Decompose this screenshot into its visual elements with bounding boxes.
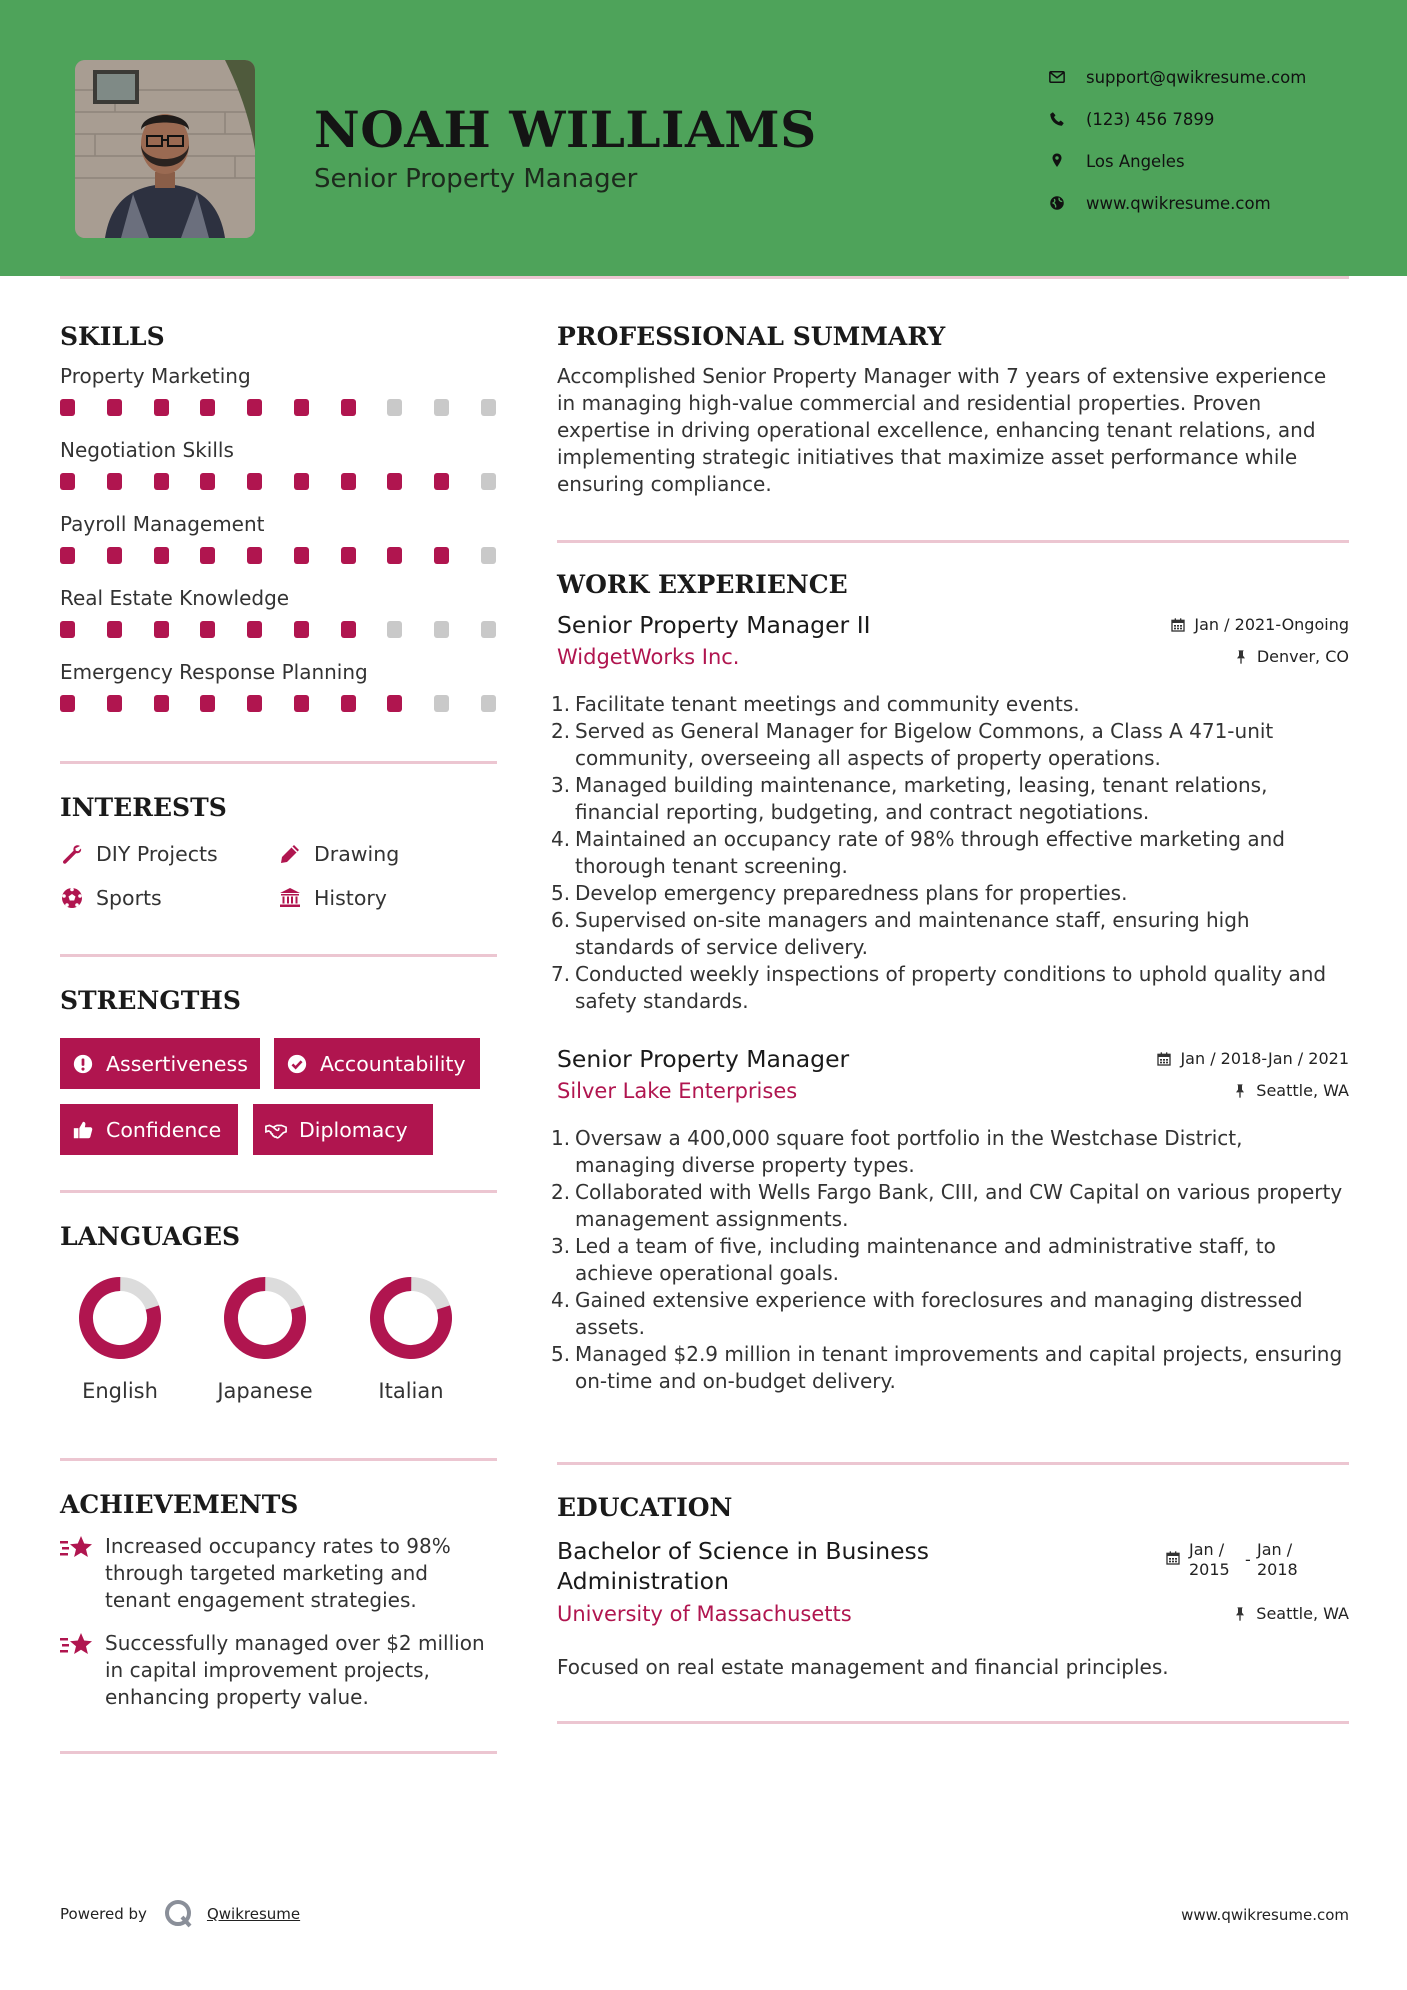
skill-name: Property Marketing <box>60 364 251 388</box>
skills-title: SKILLS <box>60 322 165 351</box>
interest-label: History <box>314 886 387 910</box>
interest-item <box>60 884 278 912</box>
skill-item <box>60 361 497 435</box>
job-header <box>557 1045 1349 1125</box>
candidate-role: Senior Property Manager <box>314 164 638 194</box>
job-bullets <box>551 1125 1349 1395</box>
language-name: Japanese <box>217 1379 313 1403</box>
skill-item <box>60 509 497 583</box>
bullet-text: Served as General Manager for Bigelow Commons, a Class A 471-unit community, overseeing all aspects of property operations. <box>575 719 1274 770</box>
skill-name: Negotiation Skills <box>60 438 234 462</box>
contact-website-text: www.qwikresume.com <box>1086 193 1271 213</box>
job-bullet <box>551 880 1349 907</box>
job-company: Silver Lake Enterprises <box>557 1079 798 1103</box>
exclamation-circle-icon <box>72 1053 94 1075</box>
job-location <box>1232 1081 1349 1100</box>
job-bullet <box>551 826 1349 880</box>
contact-location-text: Los Angeles <box>1086 151 1185 171</box>
strengths-section <box>60 986 497 1158</box>
rating-dot-filled <box>434 473 449 490</box>
interests-section <box>60 793 497 912</box>
rating-dot-filled <box>247 473 262 490</box>
job-entry <box>551 611 1349 1015</box>
skill-item <box>60 583 497 657</box>
bullet-text: Managed $2.9 million in tenant improvements and capital projects, ensuring on-time and on-budget delivery. <box>575 1342 1343 1393</box>
interest-item <box>278 840 478 868</box>
interest-label: Sports <box>96 886 162 910</box>
calendar-icon <box>1170 617 1186 633</box>
left-column <box>60 322 497 731</box>
language-donut-fill <box>222 1275 308 1361</box>
job-company: WidgetWorks Inc. <box>557 645 740 669</box>
contact-email[interactable] <box>1048 56 1306 98</box>
experience-divider <box>557 1462 1349 1465</box>
job-bullet <box>551 1179 1349 1233</box>
job-date <box>1170 615 1349 634</box>
bullet-text: Managed building maintenance, marketing, leasing, tenant relations, financial reporting, budgeting, and contract negotiations. <box>575 773 1268 824</box>
rating-dot-filled <box>341 473 356 490</box>
education-section <box>557 1493 1349 1681</box>
education-location <box>1232 1604 1349 1623</box>
job-location-text: Seattle, WA <box>1256 1081 1349 1100</box>
strengths-divider <box>60 1190 497 1193</box>
bullet-text: Collaborated with Wells Fargo Bank, CIII, and CW Capital on various property management assignments. <box>575 1180 1343 1231</box>
rating-dot-filled <box>294 473 309 490</box>
bullet-number: 6. <box>551 908 571 932</box>
contact-location <box>1048 140 1306 182</box>
strengths-title: STRENGTHS <box>60 986 241 1015</box>
interest-label: Drawing <box>314 842 400 866</box>
job-date-text: Jan / 2021-Ongoing <box>1194 615 1349 634</box>
bullet-text: Gained extensive experience with foreclosures and managing distressed assets. <box>575 1288 1303 1339</box>
qwikresume-logo-icon <box>163 1898 195 1930</box>
job-date-text: Jan / 2018-Jan / 2021 <box>1180 1049 1349 1068</box>
education-dates <box>1165 1540 1313 1580</box>
skill-name: Payroll Management <box>60 512 265 536</box>
language-item <box>205 1275 325 1403</box>
bullet-number: 1. <box>551 1126 571 1150</box>
envelope-icon <box>1048 68 1066 86</box>
strength-badge <box>60 1038 260 1089</box>
rating-dot-filled <box>154 621 169 638</box>
bullet-number: 5. <box>551 1342 571 1366</box>
summary-section <box>557 322 1349 498</box>
achievement-text: Successfully managed over $2 million in capital improvement projects, enhancing property value. <box>105 1631 485 1709</box>
achievements-title: ACHIEVEMENTS <box>60 1490 299 1519</box>
rating-dot-filled <box>294 399 309 416</box>
rating-dot-filled <box>247 399 262 416</box>
languages-title: LANGUAGES <box>60 1222 241 1251</box>
rating-dot-filled <box>154 399 169 416</box>
rating-dot-filled <box>200 695 215 712</box>
skill-name: Emergency Response Planning <box>60 660 368 684</box>
skill-item <box>60 435 497 509</box>
education-start: Jan / 2015 <box>1189 1540 1230 1579</box>
job-header <box>557 611 1349 691</box>
skill-rating <box>60 539 496 583</box>
bullet-number: 3. <box>551 1234 571 1258</box>
rating-dot-filled <box>200 399 215 416</box>
interests-title: INTERESTS <box>60 793 227 822</box>
map-pin-icon <box>1048 152 1066 170</box>
strength-label: Diplomacy <box>299 1117 408 1142</box>
bullet-number: 2. <box>551 1180 571 1204</box>
footer-website[interactable]: www.qwikresume.com <box>1181 1906 1349 1924</box>
interest-label: DIY Projects <box>96 842 218 866</box>
job-bullet <box>551 907 1349 961</box>
job-title: Senior Property Manager II <box>557 611 871 639</box>
experience-section <box>551 570 1349 1395</box>
contact-phone[interactable] <box>1048 98 1306 140</box>
strength-label: Assertiveness <box>106 1051 248 1076</box>
experience-title: WORK EXPERIENCE <box>557 570 848 599</box>
bullet-text: Oversaw a 400,000 square foot portfolio in the Westchase District, managing diverse property types. <box>575 1126 1243 1177</box>
rating-dot-filled <box>60 695 75 712</box>
job-bullet <box>551 772 1349 826</box>
bullet-text: Led a team of five, including maintenance and administrative staff, to achieve operational goals. <box>575 1234 1276 1285</box>
strengths-list <box>60 1038 497 1158</box>
thumbs-up-icon <box>72 1119 94 1141</box>
rating-dot-filled <box>60 621 75 638</box>
rating-dot-filled <box>294 621 309 638</box>
education-end: Jan / 2018 <box>1257 1540 1298 1579</box>
rating-dot-filled <box>387 547 402 564</box>
bullet-number: 4. <box>551 827 571 851</box>
rating-dot-empty <box>434 399 449 416</box>
education-description: Focused on real estate management and financial principles. <box>557 1655 1169 1679</box>
museum-icon <box>278 886 302 910</box>
rating-dot-filled <box>247 695 262 712</box>
education-title: EDUCATION <box>557 1493 733 1522</box>
contact-email-text: support@qwikresume.com <box>1086 67 1307 87</box>
rating-dot-filled <box>107 547 122 564</box>
pencil-icon <box>278 842 302 866</box>
rating-dot-empty <box>481 547 496 564</box>
star-badge-icon <box>60 1535 94 1561</box>
header-divider <box>60 276 1349 279</box>
education-header <box>557 1536 1349 1654</box>
rating-dot-filled <box>434 547 449 564</box>
skills-list <box>60 361 497 731</box>
rating-dot-filled <box>60 547 75 564</box>
education-date-separator: - <box>1245 1550 1251 1569</box>
strength-badge <box>274 1038 480 1089</box>
interest-item <box>278 884 478 912</box>
rating-dot-empty <box>481 399 496 416</box>
handshake-icon <box>265 1119 287 1141</box>
skill-rating <box>60 613 496 657</box>
language-name: English <box>82 1379 158 1403</box>
profile-photo <box>75 60 255 238</box>
job-date <box>1156 1049 1349 1068</box>
rating-dot-filled <box>200 547 215 564</box>
footer-powered-by <box>60 1898 300 1930</box>
strength-badge <box>60 1104 238 1155</box>
rating-dot-filled <box>60 473 75 490</box>
summary-text: Accomplished Senior Property Manager with 7 years of extensive experience in managing high-value commercial and residential properties. Proven expertise in driving operational excellence, enhancing tenant relations, and implementing strategic initiatives that maximize asset performance while ensuring compliance. <box>557 364 1327 496</box>
contact-phone-text: (123) 456 7899 <box>1086 109 1215 129</box>
interests-divider <box>60 954 497 957</box>
job-bullet <box>551 691 1349 718</box>
rating-dot-filled <box>107 621 122 638</box>
bullet-number: 5. <box>551 881 571 905</box>
rating-dot-filled <box>387 695 402 712</box>
wrench-icon <box>60 842 84 866</box>
skill-name: Real Estate Knowledge <box>60 586 290 610</box>
bullet-number: 4. <box>551 1288 571 1312</box>
languages-section <box>60 1222 497 1415</box>
rating-dot-empty <box>434 695 449 712</box>
rating-dot-filled <box>294 547 309 564</box>
summary-title: PROFESSIONAL SUMMARY <box>557 322 946 351</box>
job-location-text: Denver, CO <box>1256 647 1349 666</box>
strength-label: Confidence <box>106 1117 222 1142</box>
globe-icon <box>1048 194 1066 212</box>
bullet-text: Maintained an occupancy rate of 98% through effective marketing and thorough tenant screening. <box>575 827 1285 878</box>
rating-dot-filled <box>341 621 356 638</box>
skill-rating <box>60 391 496 435</box>
language-donut <box>368 1275 454 1361</box>
achievement-text: Increased occupancy rates to 98% through targeted marketing and tenant engagement strategies. <box>105 1534 451 1612</box>
bullet-text: Facilitate tenant meetings and community events. <box>575 692 1080 716</box>
calendar-icon <box>1156 1051 1172 1067</box>
bullet-number: 1. <box>551 692 571 716</box>
skill-rating <box>60 687 496 731</box>
job-entry <box>551 1045 1349 1395</box>
job-bullet <box>551 1341 1349 1395</box>
job-bullet <box>551 1125 1349 1179</box>
summary-divider <box>557 540 1349 543</box>
skills-divider <box>60 761 497 764</box>
rating-dot-filled <box>60 399 75 416</box>
rating-dot-filled <box>154 473 169 490</box>
skill-rating <box>60 465 496 509</box>
achievement-item <box>60 1533 497 1614</box>
rating-dot-filled <box>247 547 262 564</box>
rating-dot-filled <box>387 473 402 490</box>
achievements-divider <box>60 1751 497 1754</box>
job-bullet <box>551 1233 1349 1287</box>
pushpin-icon <box>1232 1083 1248 1099</box>
bullet-text: Develop emergency preparedness plans for properties. <box>575 881 1128 905</box>
language-donut <box>222 1275 308 1361</box>
education-degree: Bachelor of Science in Business Administration <box>557 1537 930 1595</box>
achievement-item <box>60 1630 497 1711</box>
powered-by-text: Powered by <box>60 1905 147 1923</box>
pushpin-icon <box>1232 1606 1248 1622</box>
rating-dot-empty <box>387 621 402 638</box>
rating-dot-filled <box>341 399 356 416</box>
rating-dot-filled <box>200 473 215 490</box>
job-bullet <box>551 961 1349 1015</box>
rating-dot-filled <box>107 399 122 416</box>
contact-website[interactable] <box>1048 182 1306 224</box>
job-bullet <box>551 718 1349 772</box>
language-name: Italian <box>378 1379 444 1403</box>
education-school: University of Massachusetts <box>557 1602 852 1626</box>
rating-dot-empty <box>481 621 496 638</box>
rating-dot-empty <box>481 695 496 712</box>
education-divider <box>557 1721 1349 1724</box>
check-circle-icon <box>286 1053 308 1075</box>
rating-dot-filled <box>341 695 356 712</box>
education-location-text: Seattle, WA <box>1256 1604 1349 1623</box>
rating-dot-empty <box>481 473 496 490</box>
rating-dot-empty <box>434 621 449 638</box>
languages-divider <box>60 1458 497 1461</box>
job-bullet <box>551 1287 1349 1341</box>
rating-dot-filled <box>107 695 122 712</box>
rating-dot-filled <box>154 695 169 712</box>
strength-label: Accountability <box>320 1051 466 1076</box>
interests-grid <box>60 840 497 912</box>
language-item <box>60 1275 180 1403</box>
language-donut <box>77 1275 163 1361</box>
rating-dot-filled <box>107 473 122 490</box>
achievements-section <box>60 1490 497 1727</box>
skill-item <box>60 657 497 731</box>
language-item <box>351 1275 471 1403</box>
job-title: Senior Property Manager <box>557 1045 850 1073</box>
rating-dot-filled <box>200 621 215 638</box>
language-donut-fill <box>77 1275 163 1361</box>
profile-photo-illustration <box>75 60 255 238</box>
rating-dot-filled <box>154 547 169 564</box>
pushpin-icon <box>1233 649 1249 665</box>
contact-list <box>1048 56 1306 224</box>
job-bullets <box>551 691 1349 1015</box>
rating-dot-filled <box>294 695 309 712</box>
calendar-icon <box>1165 1550 1181 1566</box>
achievements-list <box>60 1533 497 1711</box>
job-location <box>1233 647 1349 666</box>
bullet-number: 7. <box>551 962 571 986</box>
bullet-text: Conducted weekly inspections of property conditions to uphold quality and safety standards. <box>575 962 1327 1013</box>
rating-dot-filled <box>247 621 262 638</box>
bullet-number: 2. <box>551 719 571 743</box>
bullet-number: 3. <box>551 773 571 797</box>
phone-icon <box>1048 110 1066 128</box>
bullet-text: Supervised on-site managers and maintenance staff, ensuring high standards of service delivery. <box>575 908 1250 959</box>
languages-list <box>60 1275 497 1415</box>
strength-badge <box>253 1104 433 1155</box>
qwikresume-link[interactable]: Qwikresume <box>206 1905 301 1923</box>
interest-item <box>60 840 278 868</box>
soccer-ball-icon <box>60 886 84 910</box>
candidate-name: NOAH WILLIAMS <box>314 100 817 159</box>
rating-dot-empty <box>387 399 402 416</box>
rating-dot-filled <box>341 547 356 564</box>
language-donut-fill <box>368 1275 454 1361</box>
resume-header <box>0 0 1407 276</box>
star-badge-icon <box>60 1632 94 1658</box>
